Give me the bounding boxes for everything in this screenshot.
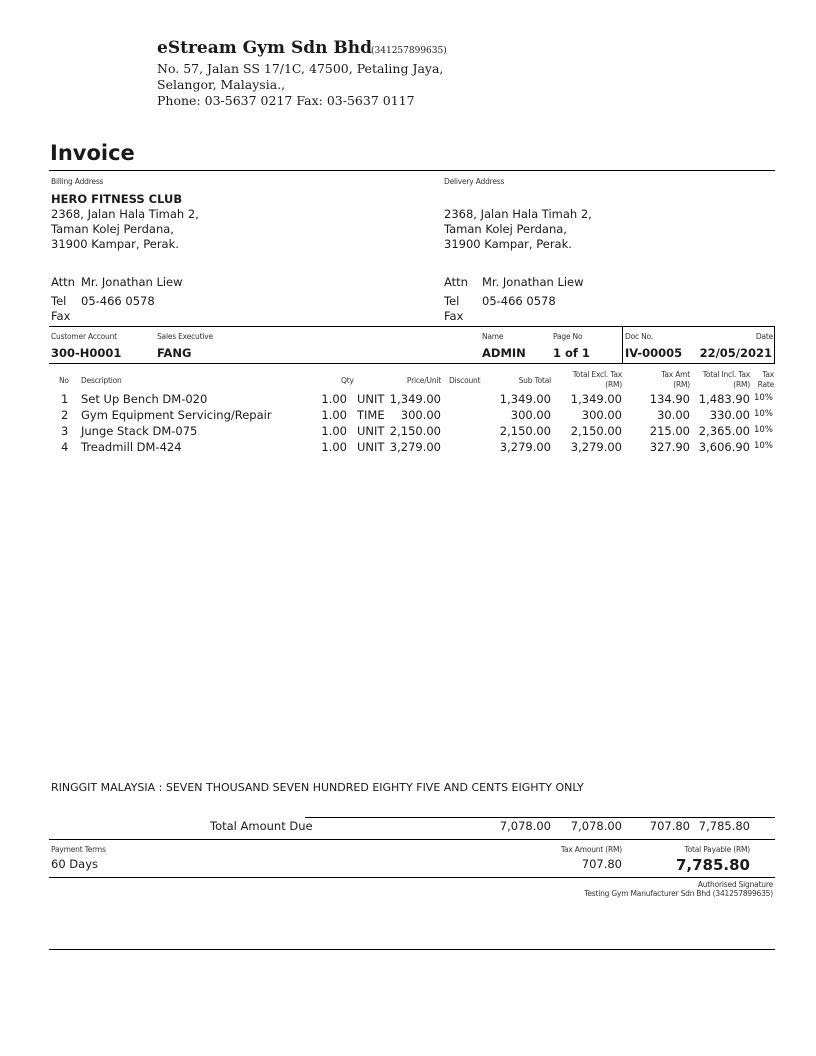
item-excl-tax: 3,279.00 xyxy=(570,440,622,454)
item-incl-tax: 3,606.90 xyxy=(698,440,750,454)
col-tax-amt: Tax Amt xyxy=(661,370,690,379)
delivery-tel-label: Tel xyxy=(444,294,460,308)
payment-terms: 60 Days xyxy=(51,857,98,871)
delivery-line1: 2368, Jalan Hala Timah 2, xyxy=(444,207,592,221)
date-value: 22/05/2021 xyxy=(699,346,772,360)
item-subtotal: 300.00 xyxy=(510,408,551,422)
billing-line3: 31900 Kampar, Perak. xyxy=(51,237,179,251)
item-uom: UNIT xyxy=(357,392,385,406)
item-uom: TIME xyxy=(357,408,385,422)
item-subtotal: 2,150.00 xyxy=(499,424,551,438)
billing-fax-label: Fax xyxy=(51,309,71,323)
item-qty: 1.00 xyxy=(321,424,347,438)
col-incl-tax: Total Incl. Tax xyxy=(702,370,750,379)
doc-no-label: Doc No. xyxy=(625,332,653,341)
col-tax-amt-unit: (RM) xyxy=(673,380,690,389)
billing-tel-label: Tel xyxy=(51,294,67,308)
title-divider xyxy=(49,170,775,171)
total-payable: 7,785.80 xyxy=(675,856,750,874)
col-excl-tax: Total Excl. Tax xyxy=(572,370,622,379)
company-reg-no: (341257899635) xyxy=(371,46,447,56)
item-tax-rate: 10% xyxy=(754,441,773,451)
payment-terms-label: Payment Terms xyxy=(51,845,106,854)
col-price: Price/Unit xyxy=(406,376,441,385)
item-excl-tax: 1,349.00 xyxy=(570,392,622,406)
item-incl-tax: 2,365.00 xyxy=(698,424,750,438)
item-price: 1,349.00 xyxy=(389,392,441,406)
delivery-line2: Taman Kolej Perdana, xyxy=(444,222,567,236)
page-no-label: Page No xyxy=(553,332,583,341)
item-no: 3 xyxy=(61,424,69,438)
delivery-line3: 31900 Kampar, Perak. xyxy=(444,237,572,251)
item-description: Set Up Bench DM-020 xyxy=(81,392,208,406)
total-subtotal: 7,078.00 xyxy=(499,819,551,833)
item-tax-amt: 30.00 xyxy=(657,408,690,422)
billing-line1: 2368, Jalan Hala Timah 2, xyxy=(51,207,199,221)
total-tax-amt: 707.80 xyxy=(649,819,690,833)
item-price: 2,150.00 xyxy=(389,424,441,438)
customer-account: 300-H0001 xyxy=(51,346,122,360)
item-tax-rate: 10% xyxy=(754,393,773,403)
item-tax-amt: 215.00 xyxy=(649,424,690,438)
page-no: 1 of 1 xyxy=(553,346,590,360)
page-bottom-divider xyxy=(49,949,775,950)
item-no: 4 xyxy=(61,440,69,454)
doc-no: IV-00005 xyxy=(625,346,683,360)
total-excl-tax: 7,078.00 xyxy=(570,819,622,833)
item-price: 300.00 xyxy=(400,408,441,422)
totals-bottom-divider xyxy=(49,839,775,840)
col-no: No xyxy=(59,376,69,385)
page-title: Invoice xyxy=(50,141,135,165)
sales-exec-label: Sales Executive xyxy=(157,332,213,341)
billing-address-label: Billing Address xyxy=(51,177,104,186)
item-tax-amt: 134.90 xyxy=(649,392,690,406)
item-incl-tax: 1,483.90 xyxy=(698,392,750,406)
delivery-fax-label: Fax xyxy=(444,309,464,323)
customer-account-label: Customer Account xyxy=(51,332,117,341)
billing-name: HERO FITNESS CLUB xyxy=(51,192,183,206)
col-tax-rate-2: Rate xyxy=(757,380,774,389)
tax-amount: 707.80 xyxy=(581,857,622,871)
signature-company: Testing Gym Manufacturer Sdn Bhd (341257899635) xyxy=(584,889,773,898)
company-address-line2: Selangor, Malaysia., xyxy=(157,77,286,92)
name-value: ADMIN xyxy=(482,346,526,360)
col-subtotal: Sub Total xyxy=(518,376,551,385)
item-description: Treadmill DM-424 xyxy=(81,440,182,454)
company-address-line1: No. 57, Jalan SS 17/1C, 47500, Petaling Jaya, xyxy=(157,61,444,76)
delivery-tel: 05-466 0578 xyxy=(482,294,556,308)
sales-exec: FANG xyxy=(157,346,192,360)
item-price: 3,279.00 xyxy=(389,440,441,454)
item-qty: 1.00 xyxy=(321,440,347,454)
col-discount: Discount xyxy=(449,376,481,385)
total-payable-label: Total Payable (RM) xyxy=(684,845,750,854)
item-tax-rate: 10% xyxy=(754,425,773,435)
billing-attn-label: Attn xyxy=(51,275,75,289)
tax-amount-label: Tax Amount (RM) xyxy=(560,845,622,854)
item-no: 1 xyxy=(61,392,69,406)
amount-in-words: RINGGIT MALAYSIA : SEVEN THOUSAND SEVEN HUNDRED EIGHTY FIVE AND CENTS EIGHTY ONLY xyxy=(51,781,584,794)
item-tax-amt: 327.90 xyxy=(649,440,690,454)
item-subtotal: 3,279.00 xyxy=(499,440,551,454)
item-excl-tax: 2,150.00 xyxy=(570,424,622,438)
totals-top-divider xyxy=(305,817,775,818)
total-incl-tax: 7,785.80 xyxy=(698,819,750,833)
billing-attn: Mr. Jonathan Liew xyxy=(81,275,183,289)
billing-line2: Taman Kolej Perdana, xyxy=(51,222,174,236)
col-description: Description xyxy=(81,376,122,385)
company-name: eStream Gym Sdn Bhd xyxy=(157,38,372,58)
item-description: Gym Equipment Servicing/Repair xyxy=(81,408,272,422)
item-tax-rate: 10% xyxy=(754,409,773,419)
item-uom: UNIT xyxy=(357,424,385,438)
col-incl-tax-unit: (RM) xyxy=(733,380,750,389)
total-amount-due-label: Total Amount Due xyxy=(210,819,313,833)
item-no: 2 xyxy=(61,408,69,422)
col-qty: Qty xyxy=(341,376,354,385)
billing-tel: 05-466 0578 xyxy=(81,294,155,308)
delivery-attn-label: Attn xyxy=(444,275,468,289)
item-description: Junge Stack DM-075 xyxy=(81,424,198,438)
delivery-address-label: Delivery Address xyxy=(444,177,505,186)
name-label: Name xyxy=(482,332,504,341)
delivery-attn: Mr. Jonathan Liew xyxy=(482,275,584,289)
col-excl-tax-unit: (RM) xyxy=(605,380,622,389)
item-uom: UNIT xyxy=(357,440,385,454)
item-qty: 1.00 xyxy=(321,392,347,406)
item-qty: 1.00 xyxy=(321,408,347,422)
item-excl-tax: 300.00 xyxy=(581,408,622,422)
company-contact: Phone: 03-5637 0217 Fax: 03-5637 0117 xyxy=(157,93,415,108)
col-tax-rate: Tax xyxy=(762,370,774,379)
signature-divider xyxy=(49,877,775,878)
item-incl-tax: 330.00 xyxy=(709,408,750,422)
date-label: Date xyxy=(755,332,773,341)
authorised-signature-label: Authorised Signature xyxy=(697,880,773,889)
item-subtotal: 1,349.00 xyxy=(499,392,551,406)
